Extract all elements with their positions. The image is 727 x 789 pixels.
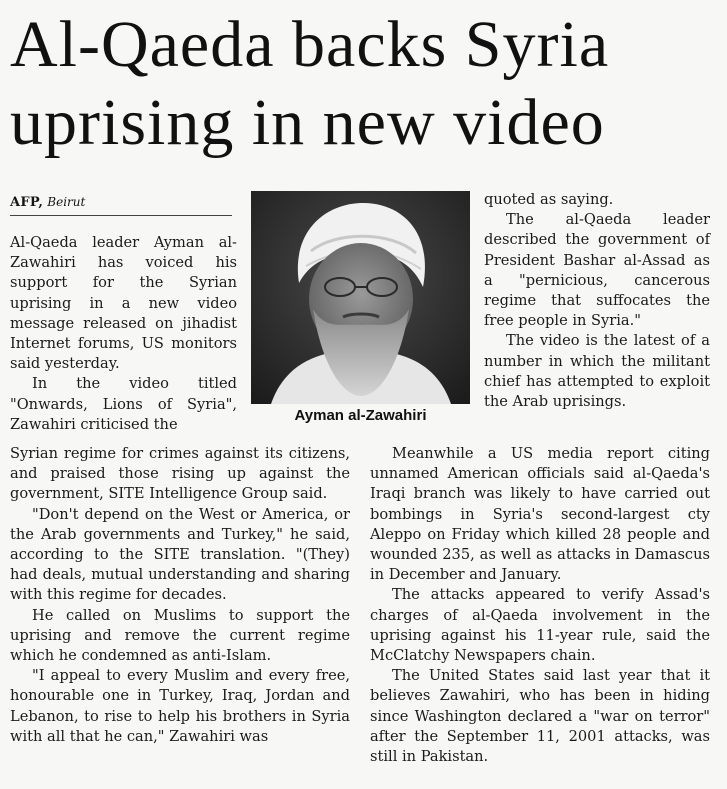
paragraph: quoted as saying. — [484, 191, 614, 208]
article-column-2 — [10, 444, 350, 747]
byline-place: Beirut — [47, 195, 86, 209]
photo-caption: Ayman al-Zawahiri — [294, 407, 427, 424]
paragraph: He called on Muslims to support the uprising and remove the current regime which he condemned as anti-Islam. — [10, 606, 350, 665]
paragraph: "Don't depend on the West or America, or the Arab governments and Turkey," he said, according to the SITE translation. "(They) had deals, mutual understanding and sharing with this regime for decades. — [10, 505, 350, 604]
paragraph: Meanwhile a US media report citing unnamed American officials said al-Qaeda's Iraqi branch was likely to have carried out bombings in Syria's second-largest cty Aleppo on Friday which killed 28 people and wounded 235, as well as attacks in Damascus in December and January. — [370, 445, 710, 584]
article-column-3 — [370, 444, 710, 767]
paragraph: The attacks appeared to verify Assad's charges of al-Qaeda involvement in the uprising against his 11-year rule, said the McClatchy Newspapers chain. — [370, 586, 710, 665]
byline-agency: AFP, — [10, 195, 44, 210]
paragraph: The United States said last year that it believes Zawahiri, who has been in hiding since Washington declared a "war on terror" after the September 11, 2001 attacks, was still in Pakistan. — [370, 667, 710, 766]
paragraph: The al-Qaeda leader described the government of President Bashar al-Assad as a "pernicious, cancerous regime that suffocates the free people in Syria." — [484, 211, 710, 330]
portrait-photo — [251, 191, 470, 404]
article-column-1 — [10, 233, 237, 435]
paragraph: "I appeal to every Muslim and every free, honourable one in Turkey, Iraq, Jordan and Lebanon, to rise to help his brothers in Syria with all that he can," Zawahiri was — [10, 667, 350, 745]
paragraph: Syrian regime for crimes against its citizens, and praised those rising up against the government, SITE Intelligence Group said. — [10, 445, 350, 503]
article-column-3-top — [484, 190, 710, 412]
paragraph: Al-Qaeda leader Ayman al-Zawahiri has voiced his support for the Syrian uprising in a new video message released on jihadist Internet forums, US monitors said yesterday. — [10, 234, 237, 373]
byline-divider — [10, 215, 232, 216]
paragraph: The video is the latest of a number in which the militant chief has attempted to exploit the Arab uprisings. — [484, 332, 710, 411]
byline — [10, 193, 85, 212]
paragraph: In the video titled "Onwards, Lions of Syria", Zawahiri criticised the — [10, 375, 237, 433]
portrait-illustration — [251, 191, 470, 404]
headline: Al-Qaeda backs Syria uprising in new video — [10, 8, 610, 159]
